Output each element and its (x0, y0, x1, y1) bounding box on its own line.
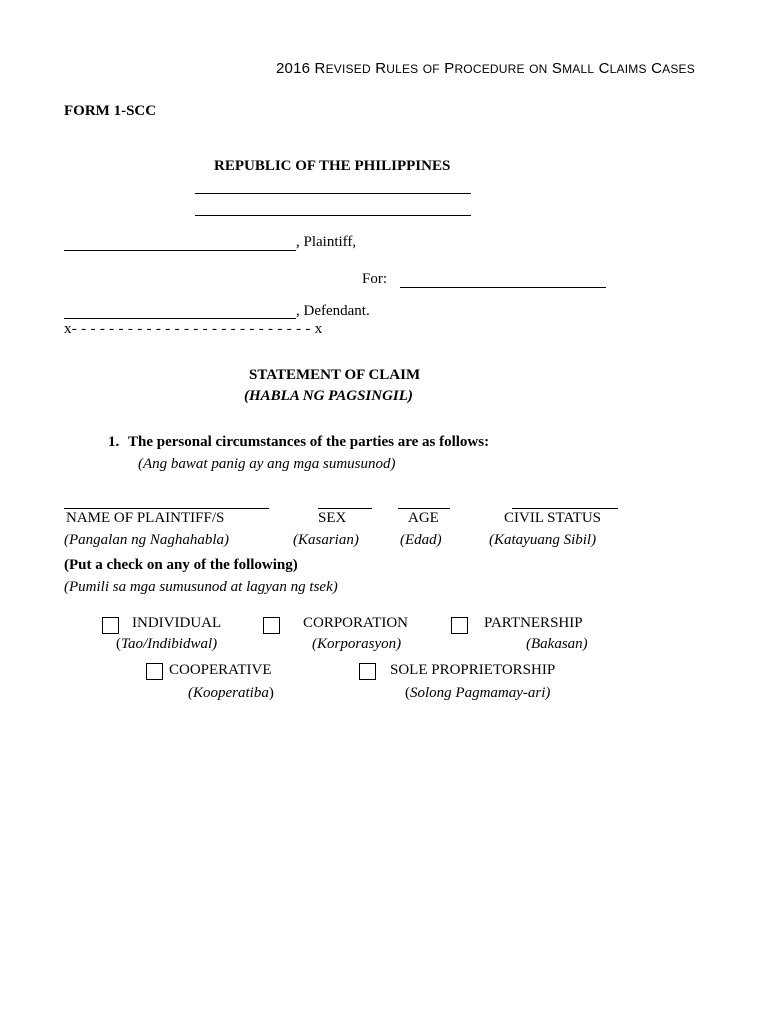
option-translation-partnership: (Bakasan) (526, 636, 588, 652)
option-label-cooperative: COOPERATIVE (169, 662, 272, 678)
age-line[interactable] (398, 508, 450, 509)
plaintiff-name-line[interactable] (64, 250, 296, 251)
civil-status-line[interactable] (512, 508, 618, 509)
caption-separator: x- - - - - - - - - - - - - - - - - - - - - - - - - - x (64, 321, 323, 337)
option-translation-cooperative: (Kooperatiba) (188, 685, 274, 701)
header-word: REVISED (314, 60, 371, 77)
check-instruction-translation: (Pumili sa mga sumusunod at lagyan ng tsek) (64, 579, 338, 595)
option-label-individual: INDIVIDUAL (132, 615, 222, 631)
header-word: RULES (375, 60, 419, 77)
header-word: OF (422, 62, 440, 76)
document-title-translation: (HABLA NG PAGSINGIL) (244, 388, 413, 404)
option-label-partnership: PARTNERSHIP (484, 615, 583, 631)
column-label-sex: SEX (318, 510, 347, 526)
column-translation-name: (Pangalan ng Naghahabla) (64, 532, 229, 548)
option-translation-sole-proprietorship: (Solong Pagmamay-ari) (405, 685, 551, 701)
column-translation-sex: (Kasarian) (293, 532, 359, 548)
for-label: For: (362, 271, 388, 287)
column-label-age: AGE (408, 510, 439, 526)
option-translation-individual: (Tao/Indibidwal) (116, 636, 218, 652)
header-year: 2016 (276, 60, 311, 77)
document-title: STATEMENT OF CLAIM (249, 367, 421, 383)
option-label-corporation: CORPORATION (303, 615, 409, 631)
sole-proprietorship-checkbox[interactable] (359, 663, 376, 680)
cooperative-checkbox[interactable] (146, 663, 163, 680)
option-translation-corporation: (Korporasyon) (312, 636, 402, 652)
check-instruction: (Put a check on any of the following) (64, 557, 298, 573)
defendant-label: , Defendant. (296, 303, 370, 319)
column-label-name: NAME OF PLAINTIFF/S (66, 510, 225, 526)
header-word: ON (529, 62, 548, 76)
column-label-civil-status: CIVIL STATUS (504, 510, 601, 526)
header-word: CLAIMS (598, 60, 647, 77)
column-translation-civil-status: (Katayuang Sibil) (489, 532, 597, 548)
claim-nature-line[interactable] (400, 287, 606, 288)
header-word: PROCEDURE (444, 60, 525, 77)
plaintiff-names-line[interactable] (64, 508, 269, 509)
court-name-line[interactable] (195, 193, 471, 194)
header-word: CASES (651, 60, 695, 77)
column-translation-age: (Edad) (400, 532, 442, 548)
item-translation: (Ang bawat panig ay ang mga sumusunod) (138, 456, 396, 472)
corporation-checkbox[interactable] (263, 617, 280, 634)
plaintiff-label: , Plaintiff, (296, 234, 357, 250)
option-label-sole-proprietorship: SOLE PROPRIETORSHIP (390, 662, 556, 678)
sex-line[interactable] (318, 508, 372, 509)
partnership-checkbox[interactable] (451, 617, 468, 634)
item-number: 1. (108, 434, 120, 450)
court-location-line[interactable] (195, 215, 471, 216)
republic-heading: REPUBLIC OF THE PHILIPPINES (214, 158, 451, 174)
form-number: FORM 1-SCC (64, 103, 157, 119)
running-header (276, 60, 695, 77)
defendant-name-line[interactable] (64, 318, 296, 319)
item-text: The personal circumstances of the parties are as follows: (128, 434, 490, 450)
header-word: SMALL (551, 60, 595, 77)
individual-checkbox[interactable] (102, 617, 119, 634)
